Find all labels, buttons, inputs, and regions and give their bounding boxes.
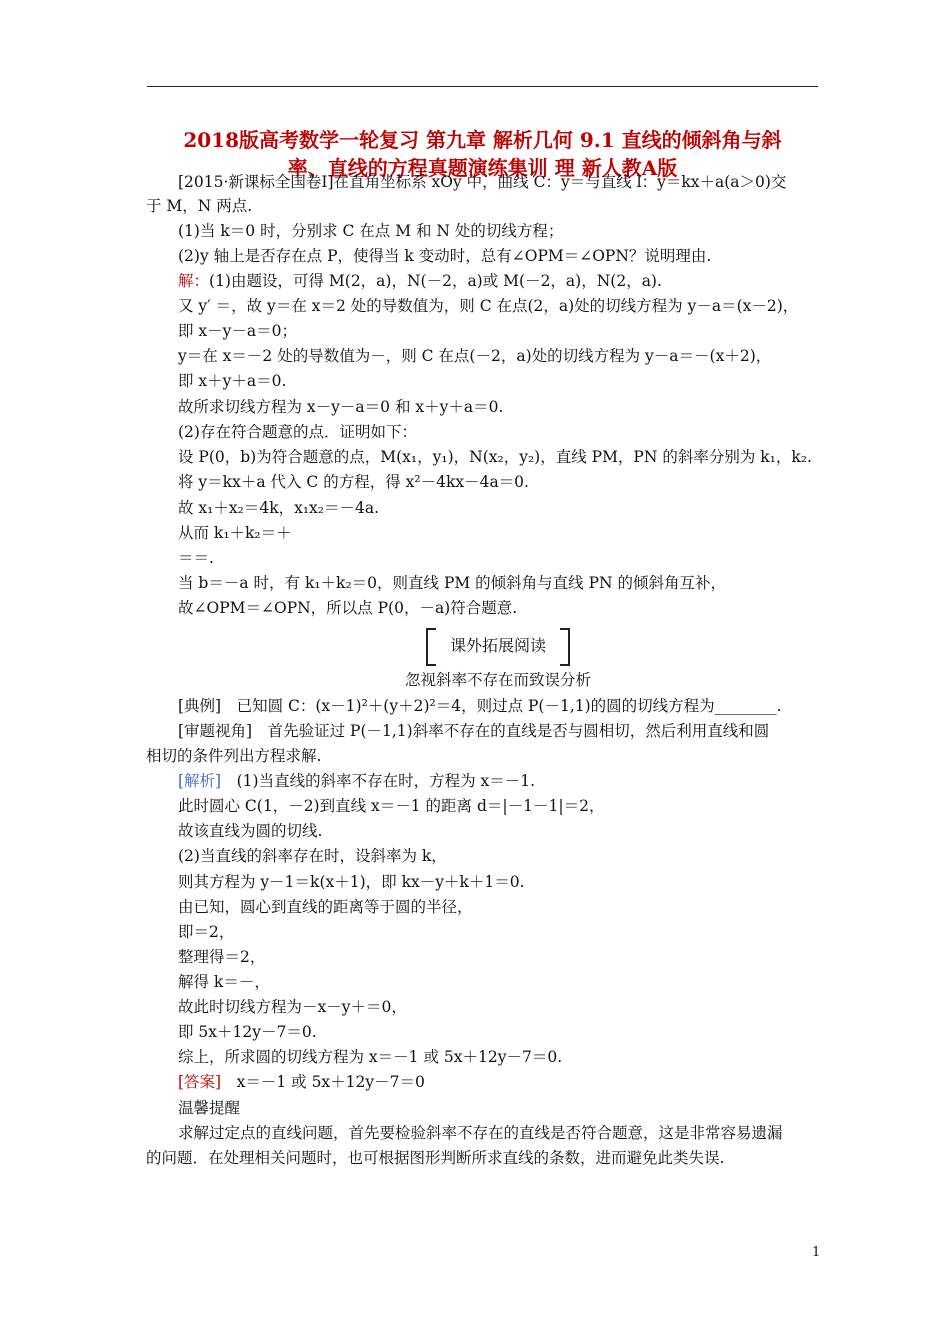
solution-line: 设 P(0，b)为符合题意的点，M(x₁，y₁)，N(x₂，y₂)，直线 PM，PN 的斜率分别为 k₁，k₂. <box>178 448 812 466</box>
solution-line: 即 x＋y＋a＝0. <box>178 372 287 390</box>
header-rule <box>147 86 818 87</box>
tip-line: 求解过定点的直线问题，首先要检验斜率不存在的直线是否符合题意，这是非常容易遗漏 <box>178 1124 783 1142</box>
solution-line: y＝在 x＝－2 处的导数值为－，则 C 在点(－2，a)处的切线方程为 y－a＝－(x＋2)， <box>178 347 772 365</box>
analysis-text: (1)当直线的斜率不存在时，方程为 x＝－1. <box>221 772 536 790</box>
analysis-line: (2)当直线的斜率存在时，设斜率为 k， <box>178 847 447 865</box>
analysis-line: 故该直线为圆的切线. <box>178 822 323 840</box>
solution-line: 故∠OPM＝∠OPN，所以点 P(0，－a)符合题意. <box>178 599 518 617</box>
problem-line: (2)y 轴上是否存在点 P，使得当 k 变动时，总有∠OPM＝∠OPN？说明理由. <box>178 247 712 265</box>
review-line: 相切的条件列出方程求解. <box>146 747 322 765</box>
title-line-1: 2018版高考数学一轮复习 第九章 解析几何 9.1 直线的倾斜角与斜 <box>183 128 782 152</box>
solution-line: ＝＝. <box>178 549 214 567</box>
solution-line: 故 x₁＋x₂＝4k，x₁x₂＝－4a. <box>178 499 380 517</box>
example-line: [典例] 已知圆 C：(x－1)²＋(y＋2)²＝4，则过点 P(－1,1)的圆的切线方程为________. <box>178 697 782 715</box>
solution-line: 又 y′ ＝，故 y＝在 x＝2 处的导数值为，则 C 在点(2，a)处的切线方程为 y－a＝(x－2)， <box>178 297 799 315</box>
tip-title: 温馨提醒 <box>178 1099 241 1117</box>
solution-line: 当 b＝－a 时，有 k₁＋k₂＝0，则直线 PM 的倾斜角与直线 PN 的倾斜角互补， <box>178 574 727 592</box>
solution-line: 从而 k₁＋k₂＝＋ <box>178 524 292 542</box>
analysis-first-line <box>178 771 535 791</box>
tip-line: 的问题．在处理相关问题时，也可根据图形判断所求直线的条数，进而避免此类失误. <box>146 1149 725 1167</box>
extended-reading-box <box>426 628 570 664</box>
section-subtitle: 忽视斜率不存在而致误分析 <box>404 671 591 689</box>
page-number: 1 <box>812 1245 821 1260</box>
analysis-line: 即 5x＋12y－7＝0. <box>178 1023 317 1041</box>
solution-label: 解： <box>178 272 210 290</box>
problem-line: [2015·新课标全国卷Ⅰ]在直角坐标系 xOy 中，曲线 C：y＝与直线 l：y＝kx＋a(a＞0)交 <box>178 173 787 191</box>
problem-line: 于 M，N 两点. <box>146 197 253 215</box>
answer-line <box>178 1072 425 1092</box>
solution-line: 将 y＝kx＋a 代入 C 的方程，得 x²－4kx－4a＝0. <box>178 473 529 491</box>
solution-line: 即 x－y－a＝0； <box>178 322 298 340</box>
analysis-line: 则其方程为 y－1＝k(x＋1)，即 kx－y＋k＋1＝0. <box>178 873 525 891</box>
analysis-line: 故此时切线方程为－x－y＋＝0， <box>178 998 407 1016</box>
problem-line: (1)当 k＝0 时，分别求 C 在点 M 和 N 处的切线方程； <box>178 222 564 240</box>
solution-text: (1)由题设，可得 M(2，a)，N(－2，a)或 M(－2，a)，N(2，a). <box>209 272 662 290</box>
answer-text: x＝－1 或 5x＋12y－7＝0 <box>221 1073 425 1091</box>
analysis-line: 即＝2， <box>178 923 235 941</box>
solution-line: (2)存在符合题意的点．证明如下： <box>178 423 417 441</box>
solution-line: 故所求切线方程为 x－y－a＝0 和 x＋y＋a＝0. <box>178 398 504 416</box>
analysis-line: 由已知，圆心到直线的距离等于圆的半径， <box>178 898 473 916</box>
review-line: [审题视角] 首先验证过 P(－1,1)斜率不存在的直线是否与圆相切，然后利用直线和圆 <box>178 722 770 740</box>
analysis-line: 此时圆心 C(1，－2)到直线 x＝－1 的距离 d＝|－1－1|＝2， <box>178 797 605 815</box>
analysis-line: 解得 k＝－， <box>178 973 270 991</box>
analysis-line: 综上，所求圆的切线方程为 x＝－1 或 5x＋12y－7＝0. <box>178 1048 563 1066</box>
box-title-text: 课外拓展阅读 <box>449 636 546 655</box>
answer-label: [答案] <box>178 1073 222 1091</box>
title-line-2: 率、直线的方程真题演练集训 理 新人教A版 <box>287 156 678 180</box>
analysis-label: [解析] <box>178 772 222 790</box>
solution-first-line <box>178 271 662 291</box>
analysis-line: 整理得＝2， <box>178 948 266 966</box>
